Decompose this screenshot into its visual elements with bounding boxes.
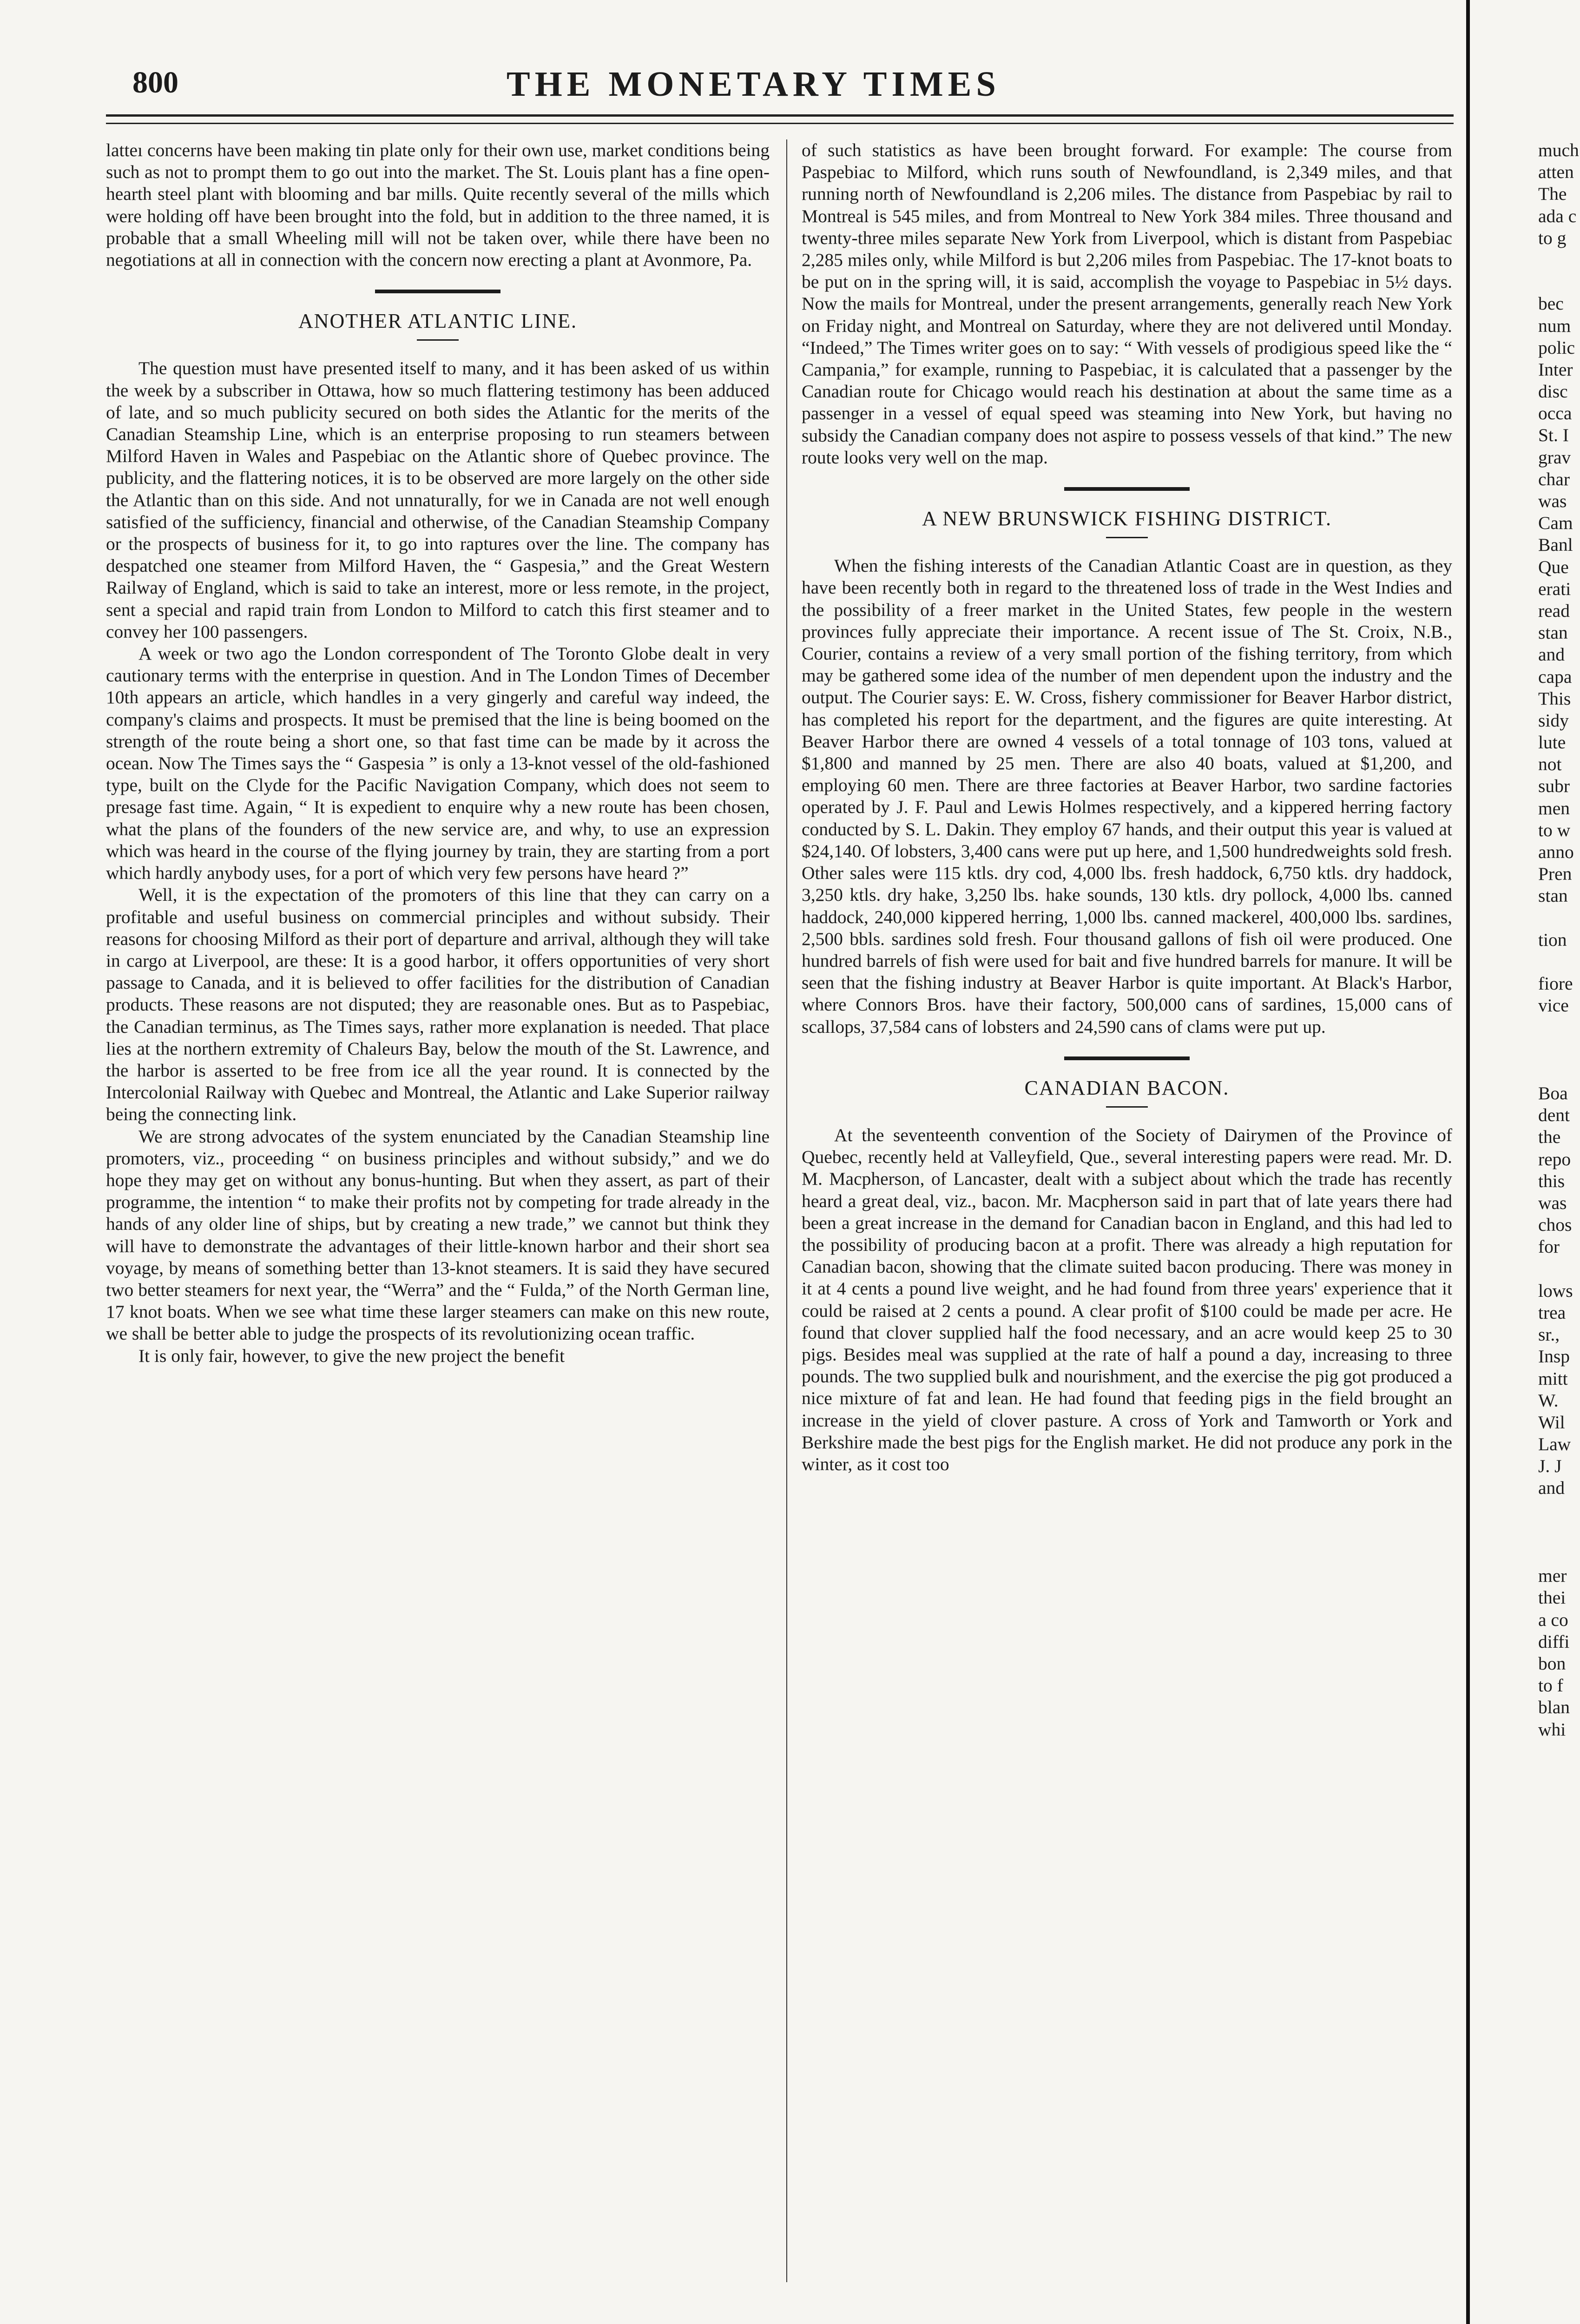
cut-off-word: lute xyxy=(1538,732,1566,753)
cut-off-word: whi xyxy=(1538,1719,1566,1740)
cut-off-word: and xyxy=(1538,644,1565,665)
cut-off-word xyxy=(1538,907,1580,929)
cut-off-word: and xyxy=(1538,1478,1565,1499)
cut-off-word xyxy=(1538,951,1580,973)
cut-off-word: Pren xyxy=(1538,864,1572,885)
article-paragraph: At the seventeenth convention of the Society of Dairymen of the Province of Quebec, recently held at Valleyfield, Que., several interesting papers were read. Mr. D. M. Macpherson, of Lancaster, dealt with a subject about which the trade has recently heard a great deal, viz., bacon. Mr. Macpherson said in part that of late years there had been a great increase in the demand for Canadian bacon in England, and this had led to the possibility of producing bacon at a profit. There was already a high reputation for Canadian bacon, showing that the climate suited bacon producing. There was money in it at 4 cents a pound live weight, and he had found from three years' experience that it could be raised at 2 cents a pound. A clear profit of $100 could be made per acre. He found that clover supplied half the food necessary, and an acre would keep 25 to 30 pigs. Besides meal was supplied at the rate of half a pound a day, increasing to three pounds. The two supplied bulk and nourishment, and the exercise the pig got produced a nice mixture of fat and lean. He had found that feeding pigs in the field brought an increase in the yield of clover pasture. A cross of York and Tamworth or York and Berkshire made the best pigs for the English market. He did not produce any pork in the winter, as it cost too xyxy=(802,1124,1452,1474)
cut-off-word: diffi xyxy=(1538,1631,1570,1652)
cut-off-word: grav xyxy=(1538,447,1571,468)
cut-off-word: chos xyxy=(1538,1215,1572,1235)
cut-off-word xyxy=(1538,1017,1580,1039)
cut-off-word xyxy=(1538,249,1580,271)
cut-off-word xyxy=(1538,1499,1580,1521)
cut-off-word: much xyxy=(1538,140,1579,160)
article-paragraph: It is only fair, however, to give the new project the benefit xyxy=(138,1345,565,1366)
heading-underline xyxy=(417,339,459,341)
cut-off-word xyxy=(1538,1258,1580,1280)
cut-off-word: disc xyxy=(1538,381,1568,402)
cut-off-word: lows xyxy=(1538,1280,1573,1301)
cut-off-word: polic xyxy=(1538,337,1575,358)
section-heading: ANOTHER ATLANTIC LINE. xyxy=(298,310,578,333)
cut-off-word: not xyxy=(1538,754,1562,775)
article-paragraph: When the fishing interests of the Canadian Atlantic Coast are in question, as they have been recently both in regard to the threatened loss of trade in the West Indies and the possibility of a freer market in the United States, few people in the western provinces fully appreciate their importance. A recent issue of The St. Croix, N.B., Courier, contains a review of a very small portion of the fishing territory, from which may be gathered some idea of the number of men dependent upon the industry and the output. The Courier says: E. W. Cross, fishery commissioner for Beaver Harbor district, has completed his report for the department, and the figures are quite interesting. At Beaver Harbor there are owned 4 vessels of a total tonnage of 103 tons, valued at $1,800 and manned by 25 men. There are also 40 boats, valued at $1,200, and employing 60 men. There are three factories at Beaver Harbor, two sardine factories operated by J. F. Paul and Lewis Holmes respectively, and a kippered herring factory conducted by S. L. Dakin. They employ 67 hands, and their output this year is valued at $24,140. Of lobsters, 3,400 cans were put up here, and 1,500 hundredweights sold fresh. Other sales were 115 ktls. dry cod, 4,000 lbs. fresh haddock, 6,750 ktls. dry haddock, 3,250 ktls. dry hake, 3,250 lbs. hake sounds, 130 ktls. dry pollock, 4,000 lbs. canned haddock, 240,000 kippered herring, 1,000 lbs. canned mackerel, 400,000 lbs. sardines, 2,500 bbls. sardines sold fresh. Four thousand gallons of fish oil were produced. One hundred barrels of fish were used for bait and five hundred barrels for manure. It will be seen that the fishing industry at Beaver Harbor is quite important. At Black's Harbor, where Connors Bros. have their factory, 500,000 cans of sardines, 15,000 cans of scallops, 37,584 cans of lobsters and 24,590 cans of clams were put up. xyxy=(802,555,1452,1037)
cut-off-word: char xyxy=(1538,469,1570,489)
cut-off-word xyxy=(1538,1521,1580,1543)
cut-off-word: St. I xyxy=(1538,425,1569,446)
cut-off-word: sidy xyxy=(1538,710,1569,731)
article-paragraph: of such statistics as have been brought forward. For example: The course from Paspebiac to Milford, which runs south of Newfoundland, is 2,349 miles, and that running north of Newfoundland is 2,206 miles. The distance from Paspebiac by rail to Montreal is 545 miles, and from Montreal to New York 384 miles. Three thousand and twenty-three miles separate New York from Liverpool, which is distant from Paspebiac 2,285 miles only, while Milford is but 2,206 miles from Paspebiac. The 17-knot boats to be put on in the spring will, it is said, accomplish the voyage to Paspebiac in 5½ days. Now the mails for Montreal, under the present arrangements, generally reach New York on Friday night, and Montreal on Saturday, where they are not delivered until Monday. “Indeed,” The Times writer goes on to say: “ With vessels of prodigious speed like the “ Campania,” for example, running to Paspebiac, it is calculated that a passenger by the Canadian route for Chicago would reach his destination at about the same time as a passenger in a vessel of equal speed was steaming into New York, but having no subsidy the Canadian company does not aspire to possess vessels of that kind.” The new route looks very well on the map. xyxy=(802,140,1452,468)
cut-off-word: erati xyxy=(1538,578,1571,599)
cut-off-word xyxy=(1538,1061,1580,1083)
left-column xyxy=(106,139,770,1367)
cut-off-word: stan xyxy=(1538,622,1568,643)
cut-off-word: to g xyxy=(1538,227,1567,248)
cut-off-word: capa xyxy=(1538,666,1572,687)
cut-off-word: occa xyxy=(1538,403,1572,424)
section-rule xyxy=(375,290,500,293)
header-rule-bottom xyxy=(106,123,1454,124)
cut-off-word: bec xyxy=(1538,293,1564,314)
cut-off-word: trea xyxy=(1538,1302,1566,1323)
cut-off-word: read xyxy=(1538,600,1570,621)
cut-off-word: Inter xyxy=(1538,359,1573,380)
cut-off-word: anno xyxy=(1538,842,1574,862)
cut-off-word: W. xyxy=(1538,1390,1559,1411)
page-number: 800 xyxy=(132,66,178,99)
article-paragraph: We are strong advocates of the system enunciated by the Canadian Steamship line promoters, viz., proceeding “ on business principles and without subsidy,” and we do hope they may get on without any bonus-hunting. But when they assert, as part of their programme, the intention “ to make their profits not by competing for trade already in the hands of any older line of ships, but by creating a new trade,” we cannot but think they will have to demonstrate the advantages of their little-known harbor and their short sea voyage, by means of something better than 13-knot steamers. It is said they have secured two better steamers for next year, the “Werra” and the “ Fulda,” of the North German line, 17 knot boats. When we see what time these larger steamers can make on this new route, we shall be better able to judge the prospects of its revolutionizing ocean traffic. xyxy=(106,1126,770,1344)
cut-off-word: Wil xyxy=(1538,1412,1565,1433)
cut-off-word: men xyxy=(1538,798,1570,819)
cut-off-word xyxy=(1538,1039,1580,1061)
cut-off-word: bon xyxy=(1538,1653,1566,1674)
heading-underline xyxy=(1106,1106,1148,1108)
cut-off-word: this xyxy=(1538,1170,1565,1191)
cut-off-word: blan xyxy=(1538,1697,1570,1718)
section-heading: CANADIAN BACON. xyxy=(1024,1076,1230,1099)
cut-off-word: to f xyxy=(1538,1675,1563,1696)
middle-column xyxy=(802,139,1452,1475)
heading-underline xyxy=(1106,537,1148,538)
cut-off-word: was xyxy=(1538,491,1567,511)
cut-off-word: stan xyxy=(1538,885,1568,906)
section-heading: A NEW BRUNSWICK FISHING DISTRICT. xyxy=(922,507,1332,530)
cut-off-word: Que xyxy=(1538,556,1569,577)
cut-off-word: Banl xyxy=(1538,535,1573,555)
cut-off-word: subr xyxy=(1538,776,1570,797)
cut-off-word: Cam xyxy=(1538,513,1573,534)
cut-off-word: ada c xyxy=(1538,205,1577,226)
cut-off-word: tion xyxy=(1538,929,1567,950)
section-rule xyxy=(1064,1056,1190,1060)
article-paragraph: latteı concerns have been making tin plate only for their own use, market conditions being such as not to prompt them to go out into the market. The St. Louis plant has a fine open-hearth steel plant with blooming and bar mills. Quite recently several of the mills which were holding off have been brought into the fold, but in addition to the three named, it is probable that a small Wheeling mill will not be taken over, while there have been no negotiations at all in connection with the concern now erecting a plant at Avonmore, Pa. xyxy=(106,140,770,271)
cut-off-word: was xyxy=(1538,1193,1567,1213)
cut-off-word: fiore xyxy=(1538,973,1573,994)
article-paragraph: Well, it is the expectation of the promoters of this line that they can carry on a profitable and useful business on commercial principles and without subsidy. Their reasons for choosing Milford as their port of departure and arrival, although they will take in cargo at Liverpool, are these: It is a good harbor, it offers opportunities of very short passage to Canada, and it is believed to offer facilities for the distribution of Canadian products. These reasons are not disputed; they are reasonable ones. But as to Paspebiac, the Canadian terminus, as The Times says, rather more explanation is needed. That place lies at the northern extremity of Chaleurs Bay, below the mouth of the St. Lawrence, and the harbor is asserted to be free from ice all the year round. It is connected by the Intercolonial Railway with Quebec and Montreal, the Atlantic and Lake Superior railway being the connecting link. xyxy=(106,885,770,1125)
article-paragraph: The question must have presented itself to many, and it has been asked of us within the week by a subscriber in Ottawa, how so much flattering testimony has been adduced of late, and so much publicity secured on both sides the Atlantic for the merits of the Canadian Steamship Line, which is an enterprise proposing to run steamers between Milford Haven in Wales and Paspebiac on the Atlantic shore of Quebec province. The publicity, and the flattering notices, it is to be observed are more largely on the other side the Atlantic than on this side. And not unnaturally, for we in Canada are not well enough satisfied of the sufficiency, financial and otherwise, of the Canadian Steamship Company or the prospects of business for it, to go into raptures over the line. The company has despatched one steamer from Milford Haven, the “ Gaspesia,” and the Great Western Railway of England, which is said to take an interest, more or less remote, in the project, sent a special and rapid train from London to Milford to catch this first steamer and to convey her 100 passengers. xyxy=(106,358,770,642)
cut-off-word: atten xyxy=(1538,162,1574,183)
cut-off-word: a co xyxy=(1538,1609,1568,1630)
cut-off-word: thei xyxy=(1538,1587,1566,1608)
cut-off-word xyxy=(1538,271,1580,293)
cut-off-word: the xyxy=(1538,1127,1561,1148)
section-rule xyxy=(1064,487,1190,491)
cut-off-word: J. J xyxy=(1538,1456,1562,1477)
cut-off-word: to w xyxy=(1538,819,1571,840)
article-paragraph: A week or two ago the London correspondent of The Toronto Globe dealt in very cautionary terms with the enterprise in question. And in The London Times of December 10th appears an article, which handles in a very gingerly and careful way indeed, the company's claims and prospects. It must be premised that the line is being boomed on the strength of the route being a short one, so that fast time can be made by it across the ocean. Now The Times says the “ Gaspesia ” is only a 13-knot vessel of the old-fashioned type, built on the Clyde for the Pacific Navigation Company, which does not seem to presage fast time. Again, “ It is expedient to enquire why a new route has been chosen, what the plans of the founders of the new service are, and why, to use an expression which was heard in the course of the flying journey by train, they are starting from a port which hardly anybody uses, for a port of which very few persons have heard ?” xyxy=(106,643,770,884)
right-column-fragment xyxy=(1538,139,1580,1741)
cut-off-word: mer xyxy=(1538,1565,1567,1586)
cut-off-word: sr., xyxy=(1538,1324,1560,1345)
cut-off-word: num xyxy=(1538,315,1571,336)
cut-off-word: Law xyxy=(1538,1434,1571,1455)
masthead-title: THE MONETARY TIMES xyxy=(507,65,1001,104)
cut-off-word: This xyxy=(1538,688,1571,709)
cut-off-word: Boa xyxy=(1538,1083,1568,1104)
cut-off-word: mitt xyxy=(1538,1368,1568,1389)
cut-off-word: for xyxy=(1538,1236,1560,1257)
cut-off-word: The xyxy=(1538,184,1567,205)
column-divider xyxy=(786,139,787,2282)
cut-off-word xyxy=(1538,1543,1580,1565)
cut-off-word: vice xyxy=(1538,995,1569,1016)
cut-off-word: Insp xyxy=(1538,1346,1570,1367)
header-rule-top xyxy=(106,114,1454,117)
cut-off-word: dent xyxy=(1538,1105,1570,1126)
page-gutter-edge xyxy=(1466,0,1470,2324)
cut-off-word: repo xyxy=(1538,1149,1571,1169)
